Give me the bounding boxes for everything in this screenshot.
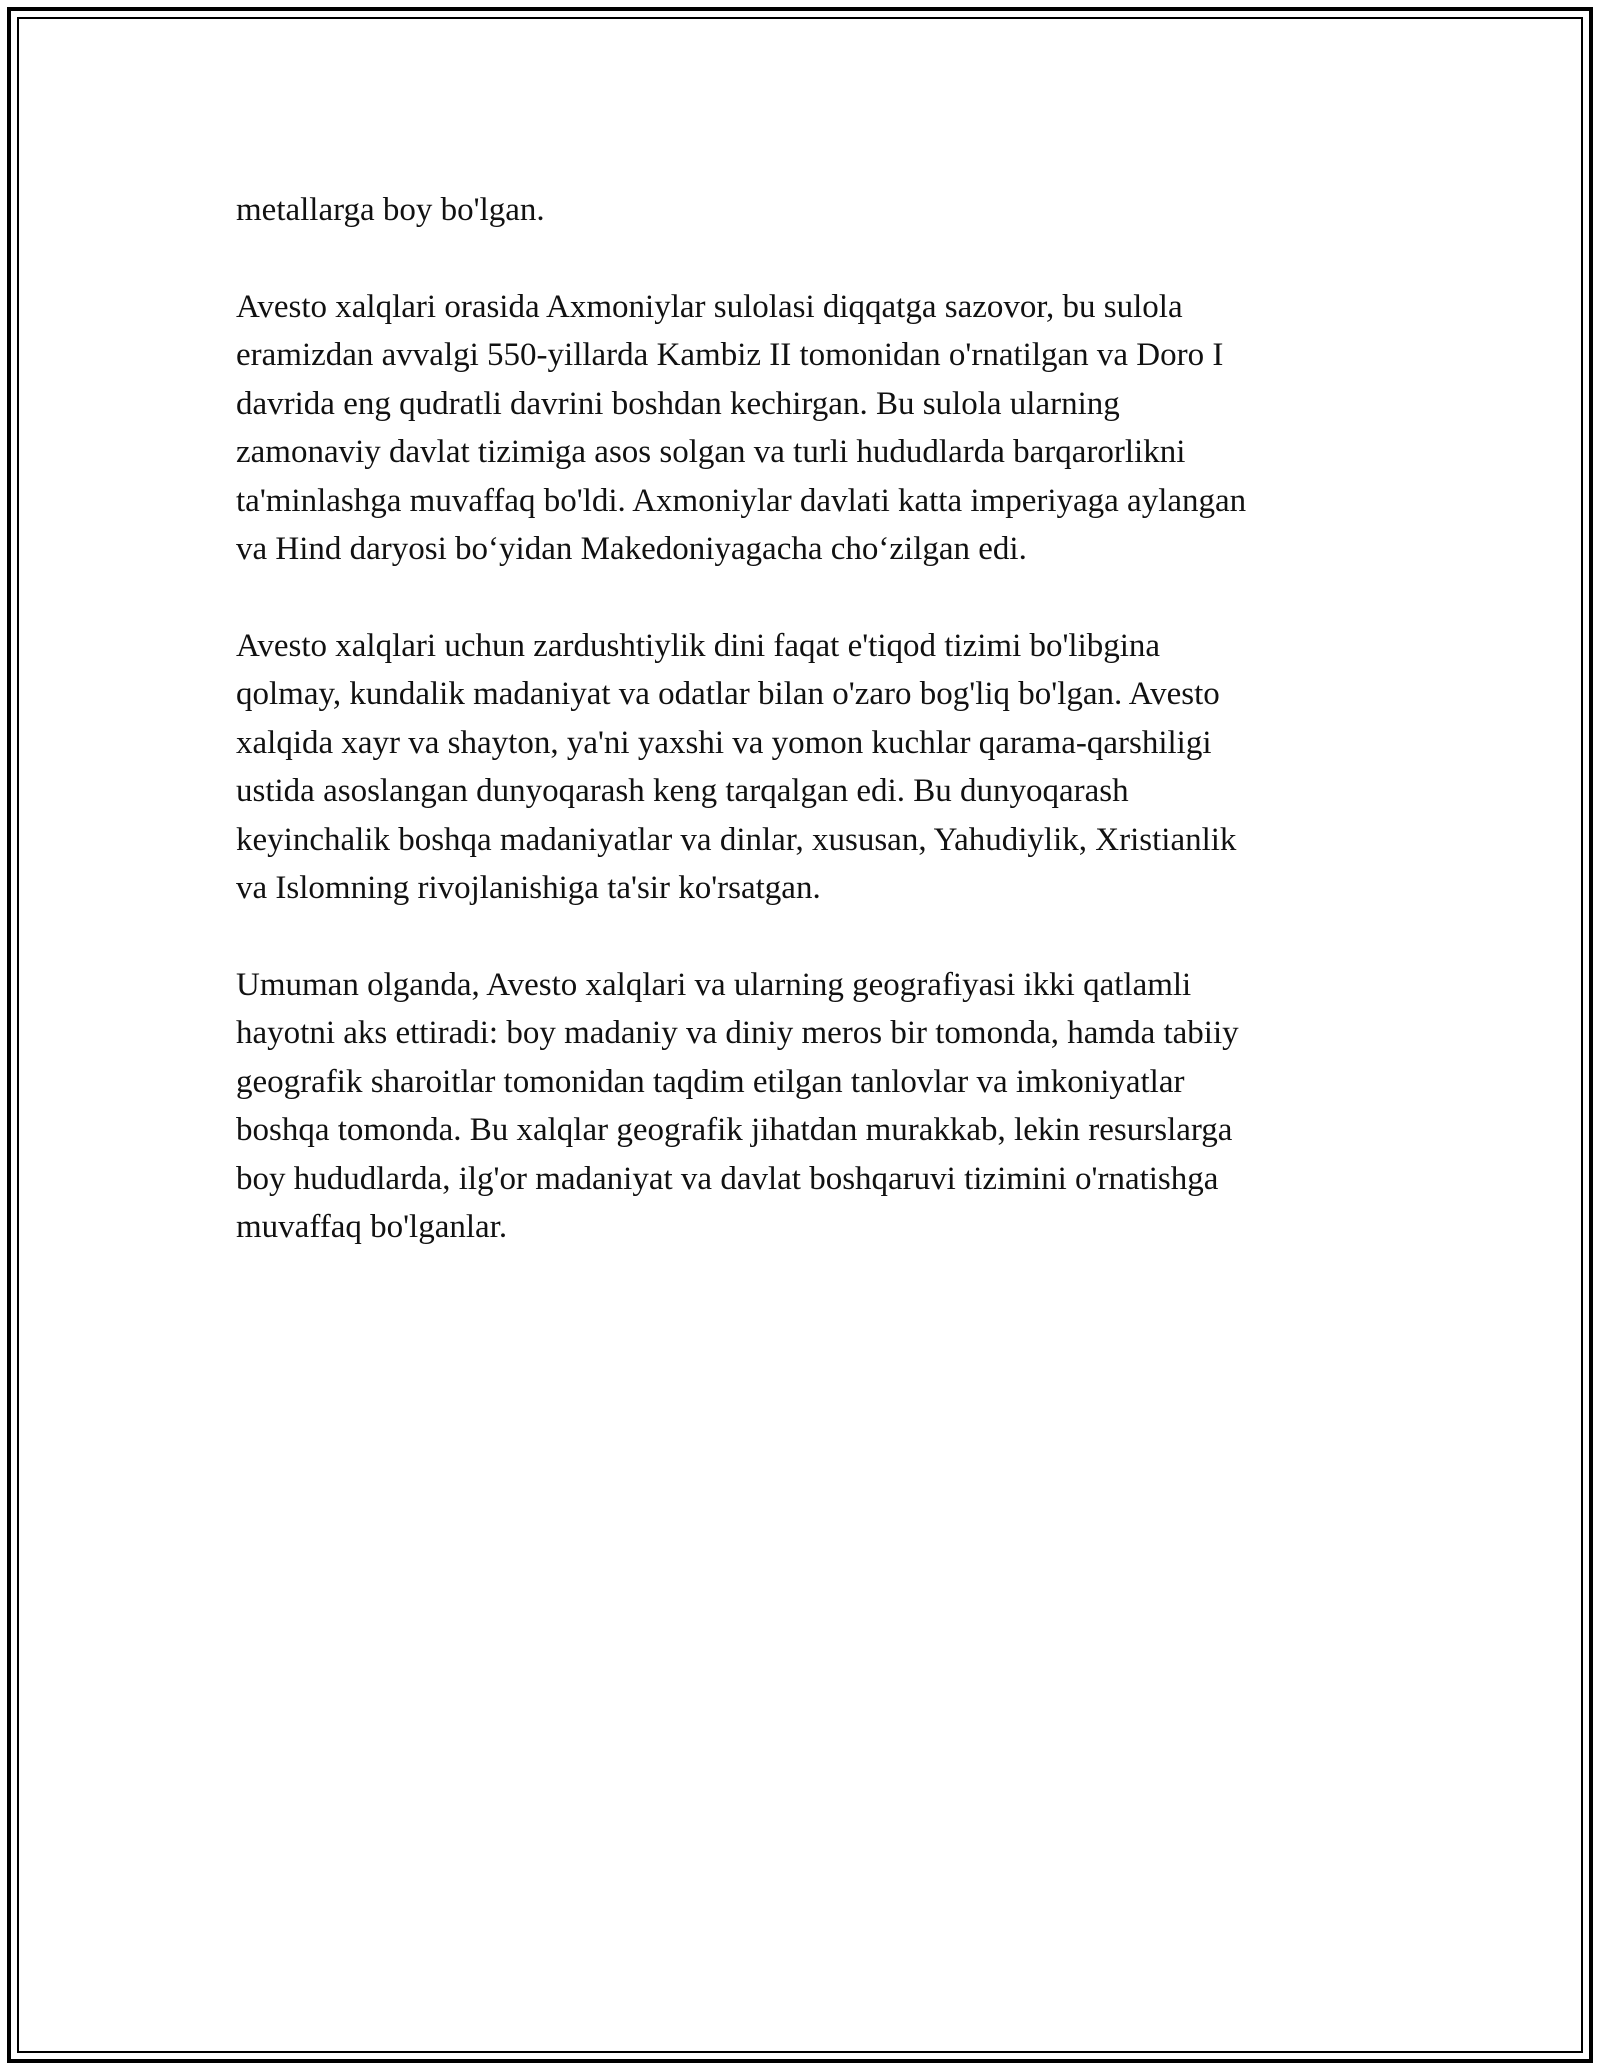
paragraph: Umuman olganda, Avesto xalqlari va ularning geografiyasi ikki qatlamli hayotni aks ettiradi: boy madaniy va diniy meros bir tomonda, hamda tabiiy geografik sharoitlar tomonidan taqdim etilgan tanlovlar va imkoniyatlar boshqa tomonda. Bu xalqlar geografik jihatdan murakkab, lekin resurslarga boy hududlarda, ilg'or madaniyat va davlat boshqaruvi tizimini o'rnatishga muvaffaq bo'lganlar. (236, 966, 1239, 1245)
paragraph: metallarga boy bo'lgan. (236, 192, 545, 228)
paragraph: Avesto xalqlari uchun zardushtiylik dini faqat e'tiqod tizimi bo'libgina qolmay, kundalik madaniyat va odatlar bilan o'zaro bog'liq bo'lgan. Avesto xalqida xayr va shayton, ya'ni yaxshi va yomon kuchlar qarama-qarshiligi ustida asoslangan dunyoqarash keng tarqalgan edi. Bu dunyoqarash keyinchalik boshqa madaniyatlar va dinlar, xususan, Yahudiylik, Xristianlik va Islomning rivojlanishiga ta'sir ko'rsatgan. (236, 627, 1237, 906)
paragraph: Avesto xalqlari orasida Axmoniylar sulolasi diqqatga sazovor, bu sulola eramizdan avvalgi 550-yillarda Kambiz II tomonidan o'rnatilgan va Doro I davrida eng qudratli davrini boshdan kechirgan. Bu sulola ularning zamonaviy davlat tizimiga asos solgan va turli hududlarda barqarorlikni ta'minlashga muvaffaq bo'ldi. Axmoniylar davlati katta imperiyaga aylangan va Hind daryosi bo‘yidan Makedoniyagacha cho‘zilgan edi. (236, 288, 1247, 567)
document-body (236, 186, 1376, 1300)
